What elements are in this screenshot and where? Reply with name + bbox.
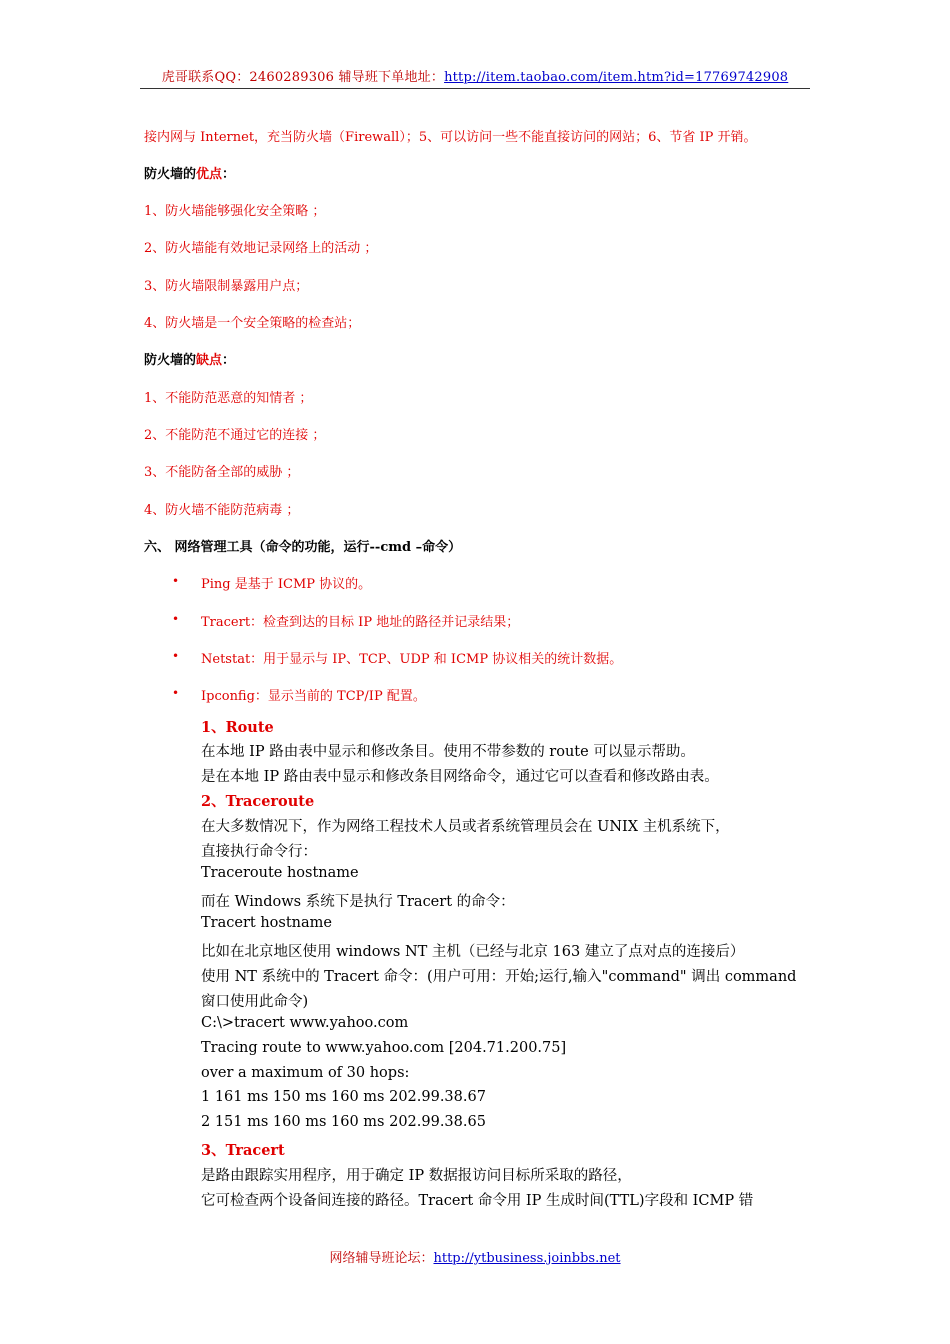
- bullet-item-netstat: Netstat：用于显示与 IP、TCP、UDP 和 ICMP 协议相关的统计数据。: [201, 652, 623, 667]
- page-footer: [140, 1247, 810, 1266]
- disadvantages-title: [144, 349, 235, 368]
- bullet-item-tracert: Tracert：检查到达的目标 IP 地址的路径并记录结果；: [201, 615, 520, 630]
- disadvantages-title-suffix: ：: [222, 353, 236, 368]
- traceroute-line: 使用 NT 系统中的 Tracert 命令：(用户可用：开始;运行,输入"command" 调出 command: [201, 969, 797, 985]
- traceroute-line: C:\>tracert www.yahoo.com: [201, 1015, 409, 1031]
- advantages-title-suffix: ：: [222, 167, 236, 182]
- header-text: 虎哥联系QQ：2460289306 辅导班下单地址：: [161, 70, 445, 85]
- advantage-item: 2、防火墙能有效地记录网络上的活动 ；: [144, 241, 378, 256]
- traceroute-line: 1 161 ms 150 ms 160 ms 202.99.38.67: [201, 1089, 486, 1105]
- page-header: [140, 66, 810, 85]
- traceroute-heading: 2、Traceroute: [201, 793, 315, 810]
- traceroute-line: 直接执行命令行：: [201, 844, 317, 860]
- advantages-title-prefix: 防火墙的: [144, 167, 197, 182]
- tracert-heading: 3、Tracert: [201, 1142, 285, 1159]
- disadvantage-item: 2、不能防范不通过它的连接 ；: [144, 428, 326, 443]
- tracert-line: 它可检查两个设备间连接的路径。Tracert 命令用 IP 生成时间(TTL)字段和 ICMP 错: [201, 1193, 754, 1209]
- section-six-heading: 六、 网络管理工具（命令的功能，运行--cmd –命令）: [144, 540, 462, 555]
- traceroute-line: Tracing route to www.yahoo.com [204.71.200.75]: [201, 1040, 567, 1056]
- tracert-line: 是路由跟踪实用程序，用于确定 IP 数据报访问目标所采取的路径，: [201, 1168, 632, 1184]
- footer-link[interactable]: http://ytbusiness.joinbbs.net: [433, 1251, 621, 1266]
- traceroute-line: Traceroute hostname: [201, 865, 359, 881]
- route-line: 在本地 IP 路由表中显示和修改条目。使用不带参数的 route 可以显示帮助。: [201, 744, 695, 760]
- bullet-dot: •: [172, 686, 180, 700]
- traceroute-line: 在大多数情况下，作为网络工程技术人员或者系统管理员会在 UNIX 主机系统下，: [201, 819, 730, 835]
- advantage-item: 1、防火墙能够强化安全策略 ；: [144, 204, 326, 219]
- bullet-dot: •: [172, 649, 180, 663]
- header-link[interactable]: http://item.taobao.com/item.htm?id=17769742908: [444, 70, 789, 85]
- traceroute-line: over a maximum of 30 hops:: [201, 1065, 410, 1081]
- traceroute-line: 比如在北京地区使用 windows NT 主机（已经与北京 163 建立了点对点的连接后）: [201, 944, 745, 960]
- disadvantages-title-highlight: 缺点: [196, 353, 223, 368]
- header-divider: [140, 88, 810, 89]
- bullet-item-ping: Ping 是基于 ICMP 协议的。: [201, 577, 372, 592]
- disadvantage-item: 1、不能防范恶意的知情者 ；: [144, 391, 313, 406]
- footer-text: 网络辅导班论坛：: [329, 1251, 434, 1266]
- traceroute-line: 2 151 ms 160 ms 160 ms 202.99.38.65: [201, 1114, 486, 1130]
- advantage-item: 3、防火墙限制暴露用户点；: [144, 279, 309, 294]
- traceroute-line: 窗口使用此命令): [201, 994, 309, 1010]
- traceroute-line: Tracert hostname: [201, 915, 332, 931]
- disadvantage-item: 3、不能防备全部的威胁 ；: [144, 465, 300, 480]
- bullet-item-ipconfig: Ipconfig：显示当前的 TCP/IP 配置。: [201, 689, 426, 704]
- intro-line: 接内网与 Internet，充当防火墙（Firewall）；5、可以访问一些不能直接访问的网站；6、节省 IP 开销。: [144, 130, 757, 145]
- traceroute-line: 而在 Windows 系统下是执行 Tracert 的命令：: [201, 894, 515, 910]
- advantages-title-highlight: 优点: [196, 167, 223, 182]
- bullet-dot: •: [172, 612, 180, 626]
- route-line: 是在本地 IP 路由表中显示和修改条目网络命令，通过它可以查看和修改路由表。: [201, 769, 719, 785]
- disadvantages-title-prefix: 防火墙的: [144, 353, 197, 368]
- bullet-dot: •: [172, 574, 180, 588]
- advantages-title: [144, 163, 235, 182]
- route-heading: 1、Route: [201, 719, 274, 736]
- advantage-item: 4、防火墙是一个安全策略的检查站；: [144, 316, 361, 331]
- disadvantage-item: 4、防火墙不能防范病毒 ；: [144, 503, 300, 518]
